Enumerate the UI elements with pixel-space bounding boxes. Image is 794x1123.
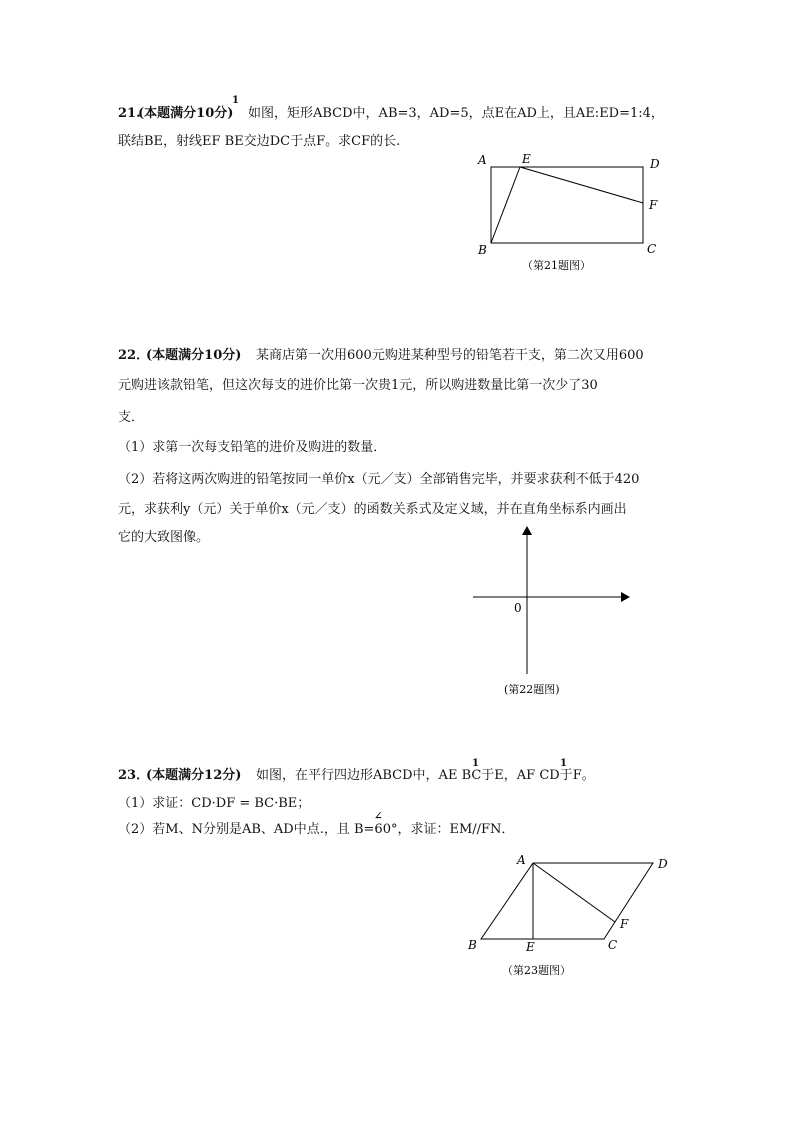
q22-line3: 支． bbox=[118, 410, 145, 425]
label-d: D bbox=[658, 857, 668, 871]
q23-number: 23． bbox=[118, 768, 150, 783]
origin-label: 0 bbox=[514, 601, 522, 615]
q23-caption: （第23题图） bbox=[502, 964, 571, 977]
q23-score: (本题满分12分) bbox=[146, 768, 242, 783]
y-axis-arrow bbox=[522, 526, 532, 535]
q23-figure bbox=[460, 850, 680, 985]
rectangle-abcd bbox=[491, 167, 643, 243]
x-axis-arrow bbox=[621, 592, 630, 602]
q21-line1: 如图，矩形ABCD中，AB=3，AD=5，点E在AD上，且AE:ED=1:4， bbox=[248, 106, 664, 121]
q21-caption: （第21题图） bbox=[522, 259, 591, 272]
q23-superscript-1: 1 bbox=[472, 758, 479, 769]
q22-part2-line3: 它的大致图像。 bbox=[118, 530, 210, 545]
q22-number: 22． bbox=[118, 348, 150, 363]
q22-caption: (第22题图) bbox=[504, 683, 560, 696]
segment-ef bbox=[520, 167, 643, 203]
q22-score: (本题满分10分) bbox=[146, 348, 242, 363]
q21-figure bbox=[470, 150, 670, 280]
q21-line2: 联结BE，射线EF BE交边DC于点F。求CF的长. bbox=[118, 134, 401, 149]
label-e: E bbox=[526, 940, 535, 954]
q22-line2: 元购进该款铅笔，但这次每支的进价比第一次贵1元，所以购进数量比第一次少了30 bbox=[118, 378, 598, 393]
q23-superscript-2: 1 bbox=[560, 758, 567, 769]
angle-mark: ∠ bbox=[374, 811, 383, 822]
q22-figure bbox=[470, 520, 640, 705]
label-a: A bbox=[517, 853, 526, 867]
label-f: F bbox=[649, 198, 658, 212]
q22-part2-line1: （2）若将这两次购进的铅笔按同一单价x（元／支）全部销售完毕，并要求获利不低于420 bbox=[118, 472, 640, 487]
q23-part2: （2）若M、N分别是AB、AD中点.，且 B=60°，求证：EM//FN． bbox=[118, 822, 515, 837]
q22-part1: （1）求第一次每支铅笔的进价及购进的数量． bbox=[118, 440, 387, 455]
q21-superscript: 1 bbox=[232, 95, 239, 106]
q22-part2-line2: 元，求获利y（元）关于单价x（元／支）的函数关系式及定义域，并在直角坐标系内画出 bbox=[118, 502, 627, 517]
q21-score: (本题满分10分) bbox=[138, 106, 234, 121]
label-a: A bbox=[478, 153, 487, 167]
q23-part1: （1）求证：CD·DF = BC·BE； bbox=[118, 796, 311, 811]
label-b: B bbox=[478, 243, 487, 257]
q22-line1: 某商店第一次用600元购进某种型号的铅笔若干支，第二次又用600 bbox=[256, 348, 644, 363]
label-c: C bbox=[608, 938, 618, 952]
segment-af bbox=[533, 863, 615, 922]
label-e: E bbox=[522, 152, 531, 166]
label-c: C bbox=[647, 242, 657, 256]
q23-line1: 如图，在平行四边形ABCD中，AE BC于E，AF CD于F。 bbox=[256, 768, 595, 783]
segment-be bbox=[491, 167, 520, 243]
label-d: D bbox=[650, 157, 660, 171]
label-b: B bbox=[468, 938, 477, 952]
label-f: F bbox=[620, 917, 629, 931]
q21-number: 21. bbox=[118, 106, 141, 121]
